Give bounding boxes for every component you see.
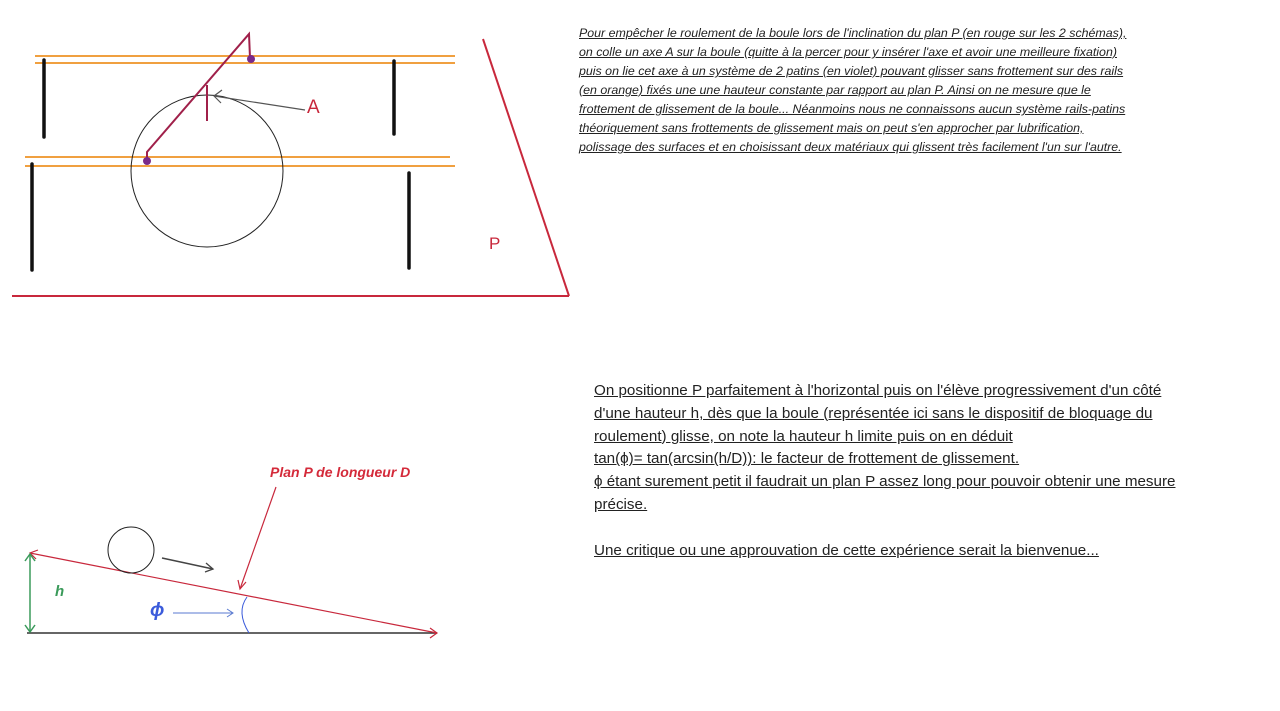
plane-pointer-arrow (240, 487, 276, 589)
label-height: h (55, 583, 65, 600)
text-line: puis on lie cet axe à un système de 2 patins (en violet) pouvant glisser sans frottement sur des rails (579, 64, 1124, 78)
text-line: polissage des surfaces et en choisissant deux matériaux qui glissent très facilement l'un sur l'autre. (579, 140, 1122, 154)
text-line: roulement) glisse, on note la hauteur h limite puis on en déduit (594, 427, 1013, 445)
closing-line: Une critique ou une approuvation de cette expérience serait la bienvenue... (594, 541, 1099, 559)
text-line: On positionne P parfaitement à l'horizontal puis on l'élève progressivement d'un côté (594, 382, 1162, 399)
inclined-plane (30, 553, 437, 633)
label-axis-a: A (307, 97, 320, 118)
patin-lower (143, 157, 151, 165)
axis-pointer-arrow (214, 96, 305, 110)
motion-arrow (162, 558, 213, 569)
text-line: d'une hauteur h, dès que la boule (représentée ici sans le dispositif de bloquage du (594, 404, 1153, 422)
label-angle: ϕ (150, 600, 165, 621)
ball (108, 527, 154, 573)
plane-p-side (483, 39, 569, 296)
text-line: tan(ϕ)= tan(arcsin(h/D)): le facteur de frottement de glissement. (594, 450, 1020, 468)
text-line: Pour empêcher le roulement de la boule lors de l'inclination du plan P (en rouge sur les 2 schémas), (579, 26, 1127, 40)
text-line: on colle un axe A sur la boule (quitte à la percer pour y insérer l'axe et avoir une meilleure fixation) (579, 45, 1117, 59)
text-line: ϕ étant surement petit il faudrait un plan P assez long pour pouvoir obtenir une mesure (594, 473, 1176, 491)
patin-link (147, 34, 250, 161)
label-plane: Plan P de longueur D (270, 464, 411, 480)
top-diagram (12, 34, 569, 296)
text-line: précise. (594, 495, 648, 513)
description-paragraph-top (579, 24, 1269, 157)
angle-arc (242, 597, 249, 633)
description-paragraph-bottom (594, 380, 1274, 562)
text-line: théoriquement sans frottements de glissement mais on peut s'en approcher par lubrification, (579, 121, 1084, 135)
bottom-diagram (25, 464, 437, 638)
text-line: (en orange) fixés une une hauteur constante par rapport au plan P. Ainsi on ne mesure que le (579, 83, 1091, 97)
text-line: frottement de glissement de la boule... Néanmoins nous ne connaissons aucun système rails-patins (579, 102, 1126, 116)
label-plane-p: P (489, 234, 501, 253)
patin-upper (247, 55, 255, 63)
